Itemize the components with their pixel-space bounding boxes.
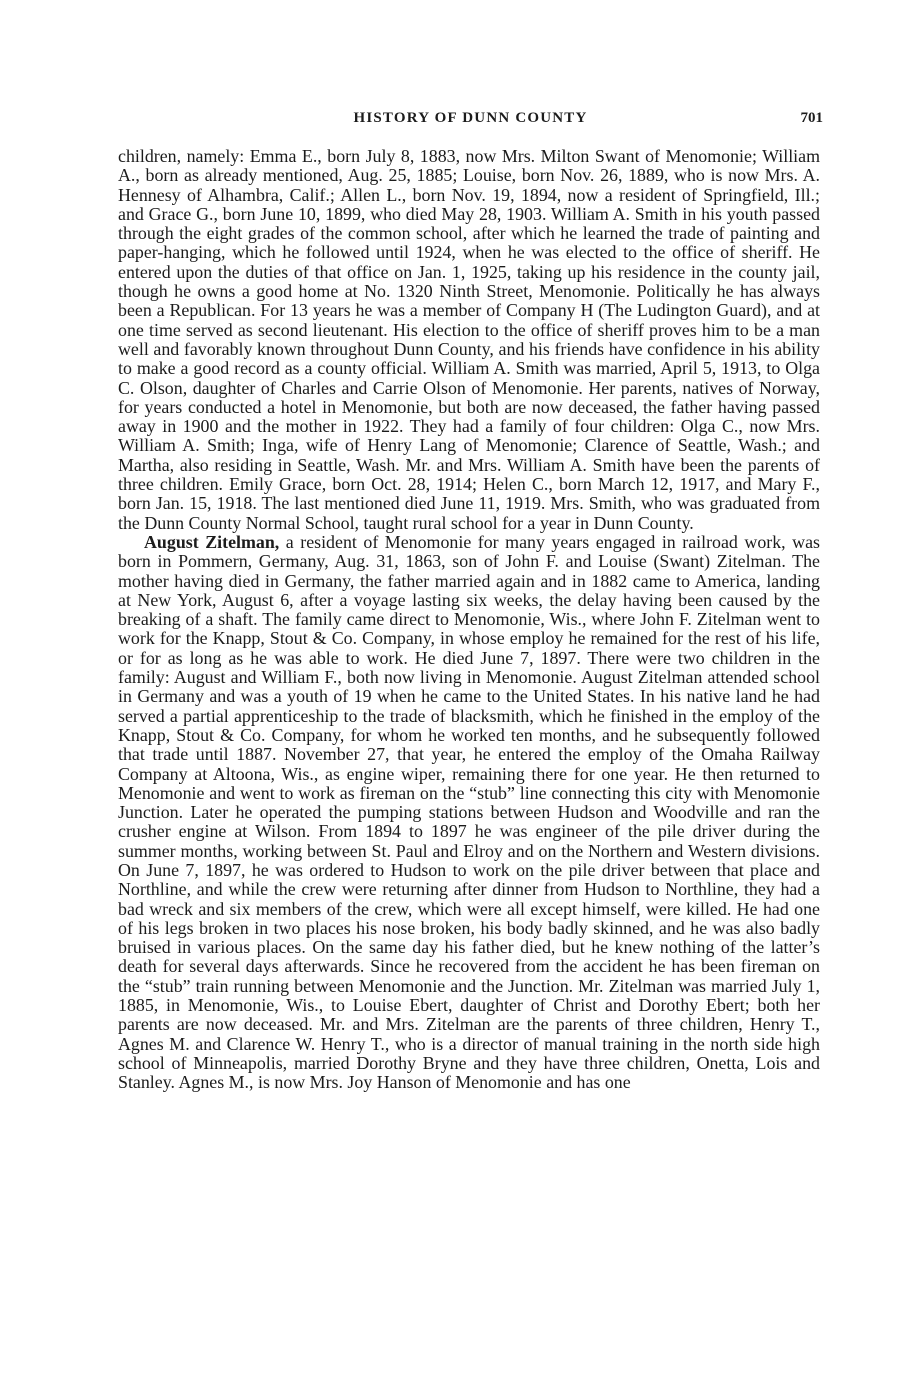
- body-text: [118, 147, 820, 1093]
- paragraph-text: children, namely: Emma E., born July 8, 1883, now Mrs. Milton Swant of Menomonie; William A., born as already mentioned, Aug. 25, 1885; Louise, born Nov. 26, 1889, who is now Mrs. A. Hennesy of Alhambra, Calif.; Allen L., born Nov. 19, 1894, now a resident of Springfield, Ill.; and Grace G., born June 10, 1899, who died May 28, 1903. William A. Smith in his youth passed through the eight grades of the common school, after which he learned the trade of painting and paper-hanging, which he followed until 1924, when he was elected to the office of sheriff. He entered upon the duties of that office on Jan. 1, 1925, taking up his residence in the county jail, though he owns a good home at No. 1320 Ninth Street, Menomonie. Politically he has always been a Republican. For 13 years he was a member of Company H (The Ludington Guard), and at one time served as second lieutenant. His election to the office of sheriff proves him to be a man well and favorably known throughout Dunn County, and his friends have confidence in his ability to make a good record as a county official. William A. Smith was married, April 5, 1913, to Olga C. Olson, daughter of Charles and Carrie Olson of Menomonie. Her parents, natives of Norway, for years conducted a hotel in Menomonie, but both are now deceased, the father having passed away in 1900 and the mother in 1922. They had a family of four children: Olga C., now Mrs. William A. Smith; Inga, wife of Henry Lang of Menomonie; Clarence of Seattle, Wash.; and Martha, also residing in Seattle, Wash. Mr. and Mrs. William A. Smith have been the parents of three children. Emily Grace, born Oct. 28, 1914; Helen C., born March 12, 1917, and Mary F., born Jan. 15, 1918. The last mentioned died June 11, 1919. Mrs. Smith, who was graduated from the Dunn County Normal School, taught rural school for a year in Dunn County.: [118, 146, 820, 533]
- paragraph-zitelman-biography: [118, 533, 820, 1093]
- page-number: 701: [800, 110, 823, 126]
- biography-subject-name: August Zitelman,: [144, 531, 280, 552]
- paragraph-smith-family: [118, 147, 820, 533]
- running-title: HISTORY OF DUNN COUNTY: [353, 110, 588, 126]
- running-head: [118, 110, 823, 134]
- paragraph-text: a resident of Menomonie for many years engaged in railroad work, was born in Pommern, Germany, Aug. 31, 1863, son of John F. and Louise (Swant) Zitelman. The mother having died in Germany, the father married again and in 1882 came to America, landing at New York, August 6, after a voyage lasting six weeks, the delay having been caused by the breaking of a shaft. The family came direct to Menomonie, Wis., where John F. Zitelman went to work for the Knapp, Stout & Co. Company, in whose employ he remained for the rest of his life, or for as long as he was able to work. He died June 7, 1897. There were two children in the family: August and William F., both now living in Menomonie. August Zitelman attended school in Germany and was a youth of 19 when he came to the United States. In his native land he had served a partial apprenticeship to the trade of blacksmith, which he finished in the employ of the Knapp, Stout & Co. Company, for whom he worked ten months, and he subsequently followed that trade until 1887. November 27, that year, he entered the employ of the Omaha Railway Company at Altoona, Wis., as engine wiper, remaining there for one year. He then returned to Menomonie and went to work as fireman on the “stub” line connecting this city with Menomonie Junction. Later he operated the pumping stations between Hudson and Woodville and ran the crusher engine at Wilson. From 1894 to 1897 he was engineer of the pile driver during the summer months, working between St. Paul and Elroy and on the Northern and Western divisions. On June 7, 1897, he was ordered to Hudson to work on the pile driver between that place and Northline, and while the crew were returning after dinner from Hudson to Northline, they had a bad wreck and six members of the crew, which were all except himself, were killed. He had one of his legs broken in two places his nose broken, his body badly skinned, and he was also badly bruised in various places. On the same day his father died, but he knew nothing of the latter’s death for several days afterwards. Since he recovered from the accident he has been fireman on the “stub” train running between Menomonie and the Junction. Mr. Zitelman was married July 1, 1885, in Menomonie, Wis., to Louise Ebert, daughter of Christ and Dorothy Ebert; both her parents are now deceased. Mr. and Mrs. Zitelman are the parents of three children, Henry T., Agnes M. and Clarence W. Henry T., who is a director of manual training in the north side high school of Minneapolis, married Dorothy Bryne and they have three children, Onetta, Lois and Stanley. Agnes M., is now Mrs. Joy Hanson of Menomonie and has one: [118, 531, 820, 1093]
